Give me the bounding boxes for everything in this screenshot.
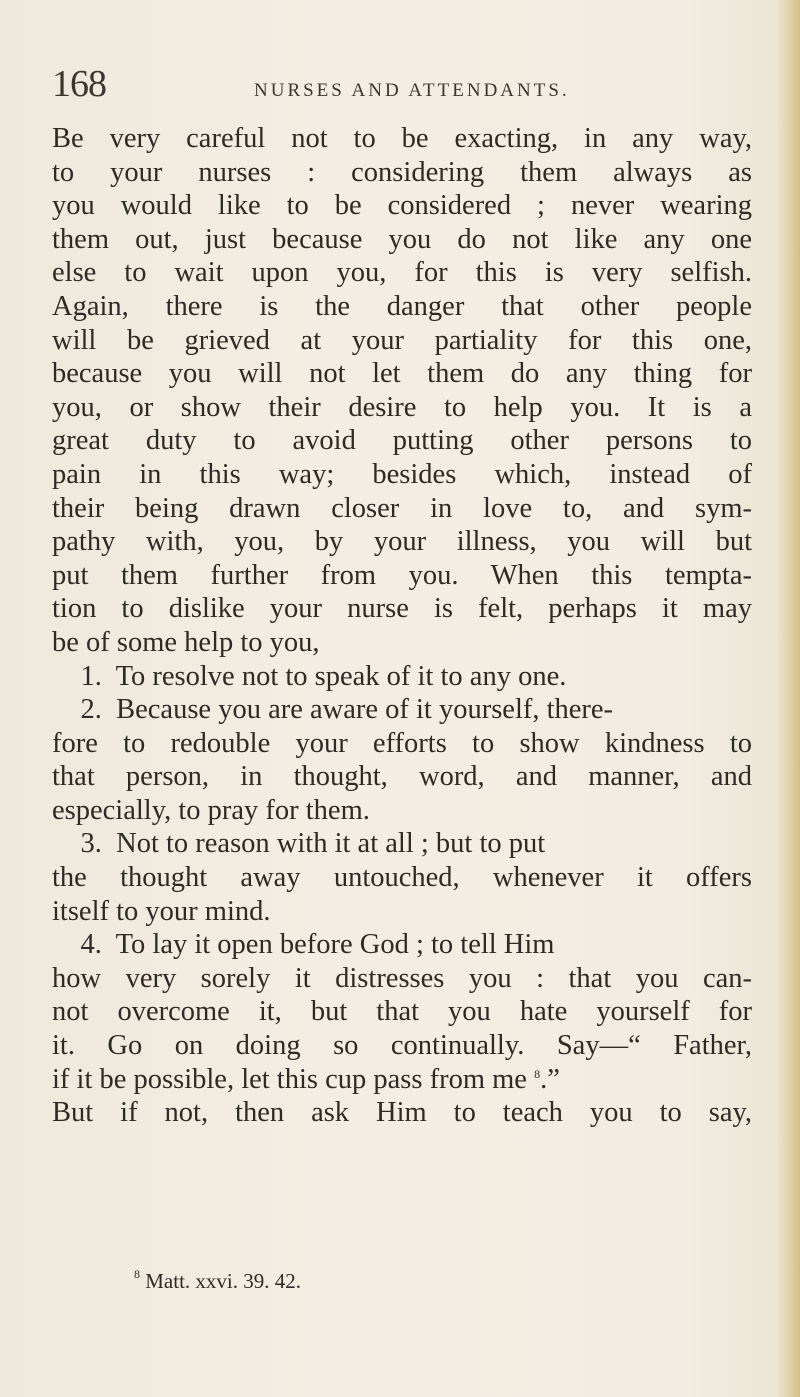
text-line: to your nurses : considering them always as [52,156,752,188]
text-line: put them further from you. When this tempta- [52,559,752,591]
text-line-with-footnote-ref [52,1063,752,1097]
footnote [52,1268,800,1294]
list-item: 1. To resolve not to speak of it to any one. [52,660,567,692]
text-line: Be very careful not to be exacting, in any way, [52,123,752,154]
text-line: tion to dislike your nurse is felt, perhaps it may [52,593,752,625]
page-header [52,62,742,112]
text-line: fore to redouble your efforts to show kindness to [52,727,752,759]
text-line: itself to your mind. [52,895,271,927]
text-line: especially, to pray for them. [52,794,370,826]
text-line: you, or show their desire to help you. It is a [52,391,752,423]
text-line: be of some help to you, [52,626,320,658]
list-item: 3. Not to reason with it at all ; but to put [52,828,546,860]
text-line: you would like to be considered ; never wearing [52,190,752,222]
page-edge [778,0,800,1397]
text-line: their being drawn closer in love to, and sym- [52,492,752,524]
text-line: the thought away untouched, whenever it offers [52,862,752,894]
text-line: not overcome it, but that you hate yourself for [52,996,752,1028]
text-line: because you will not let them do any thing for [52,358,752,390]
list-item: 4. To lay it open before God ; to tell Him [52,929,555,961]
closing-quote: .” [540,1063,560,1095]
running-head: NURSES AND ATTENDANTS. [254,80,570,101]
text-line: But if not, then ask Him to teach you to say, [52,1097,752,1129]
text-line: pain in this way; besides which, instead of [52,458,752,490]
footnote-text: Matt. xxvi. 39. 42. [145,1269,301,1293]
list-item: 2. Because you are aware of it yourself, there- [52,694,614,726]
text-line: that person, in thought, word, and manner, and [52,761,752,793]
text-line: how very sorely it distresses you : that you can- [52,962,752,994]
text-line: them out, just because you do not like any one [52,223,752,255]
text-line: great duty to avoid putting other persons to [52,425,752,457]
body-text [52,122,752,1130]
page-number: 168 [52,63,106,105]
footnote-marker: 8 [134,1267,140,1281]
footnote-reference: 8 [534,1066,541,1081]
text-line: else to wait upon you, for this is very selfish. [52,257,752,289]
text-line: it. Go on doing so continually. Say—“ Father, [52,1030,752,1062]
text-line: will be grieved at your partiality for this one, [52,324,752,356]
text-line: if it be possible, let this cup pass from me [52,1063,527,1095]
text-line: pathy with, you, by your illness, you will but [52,526,752,558]
text-line: Again, there is the danger that other people [52,290,752,322]
